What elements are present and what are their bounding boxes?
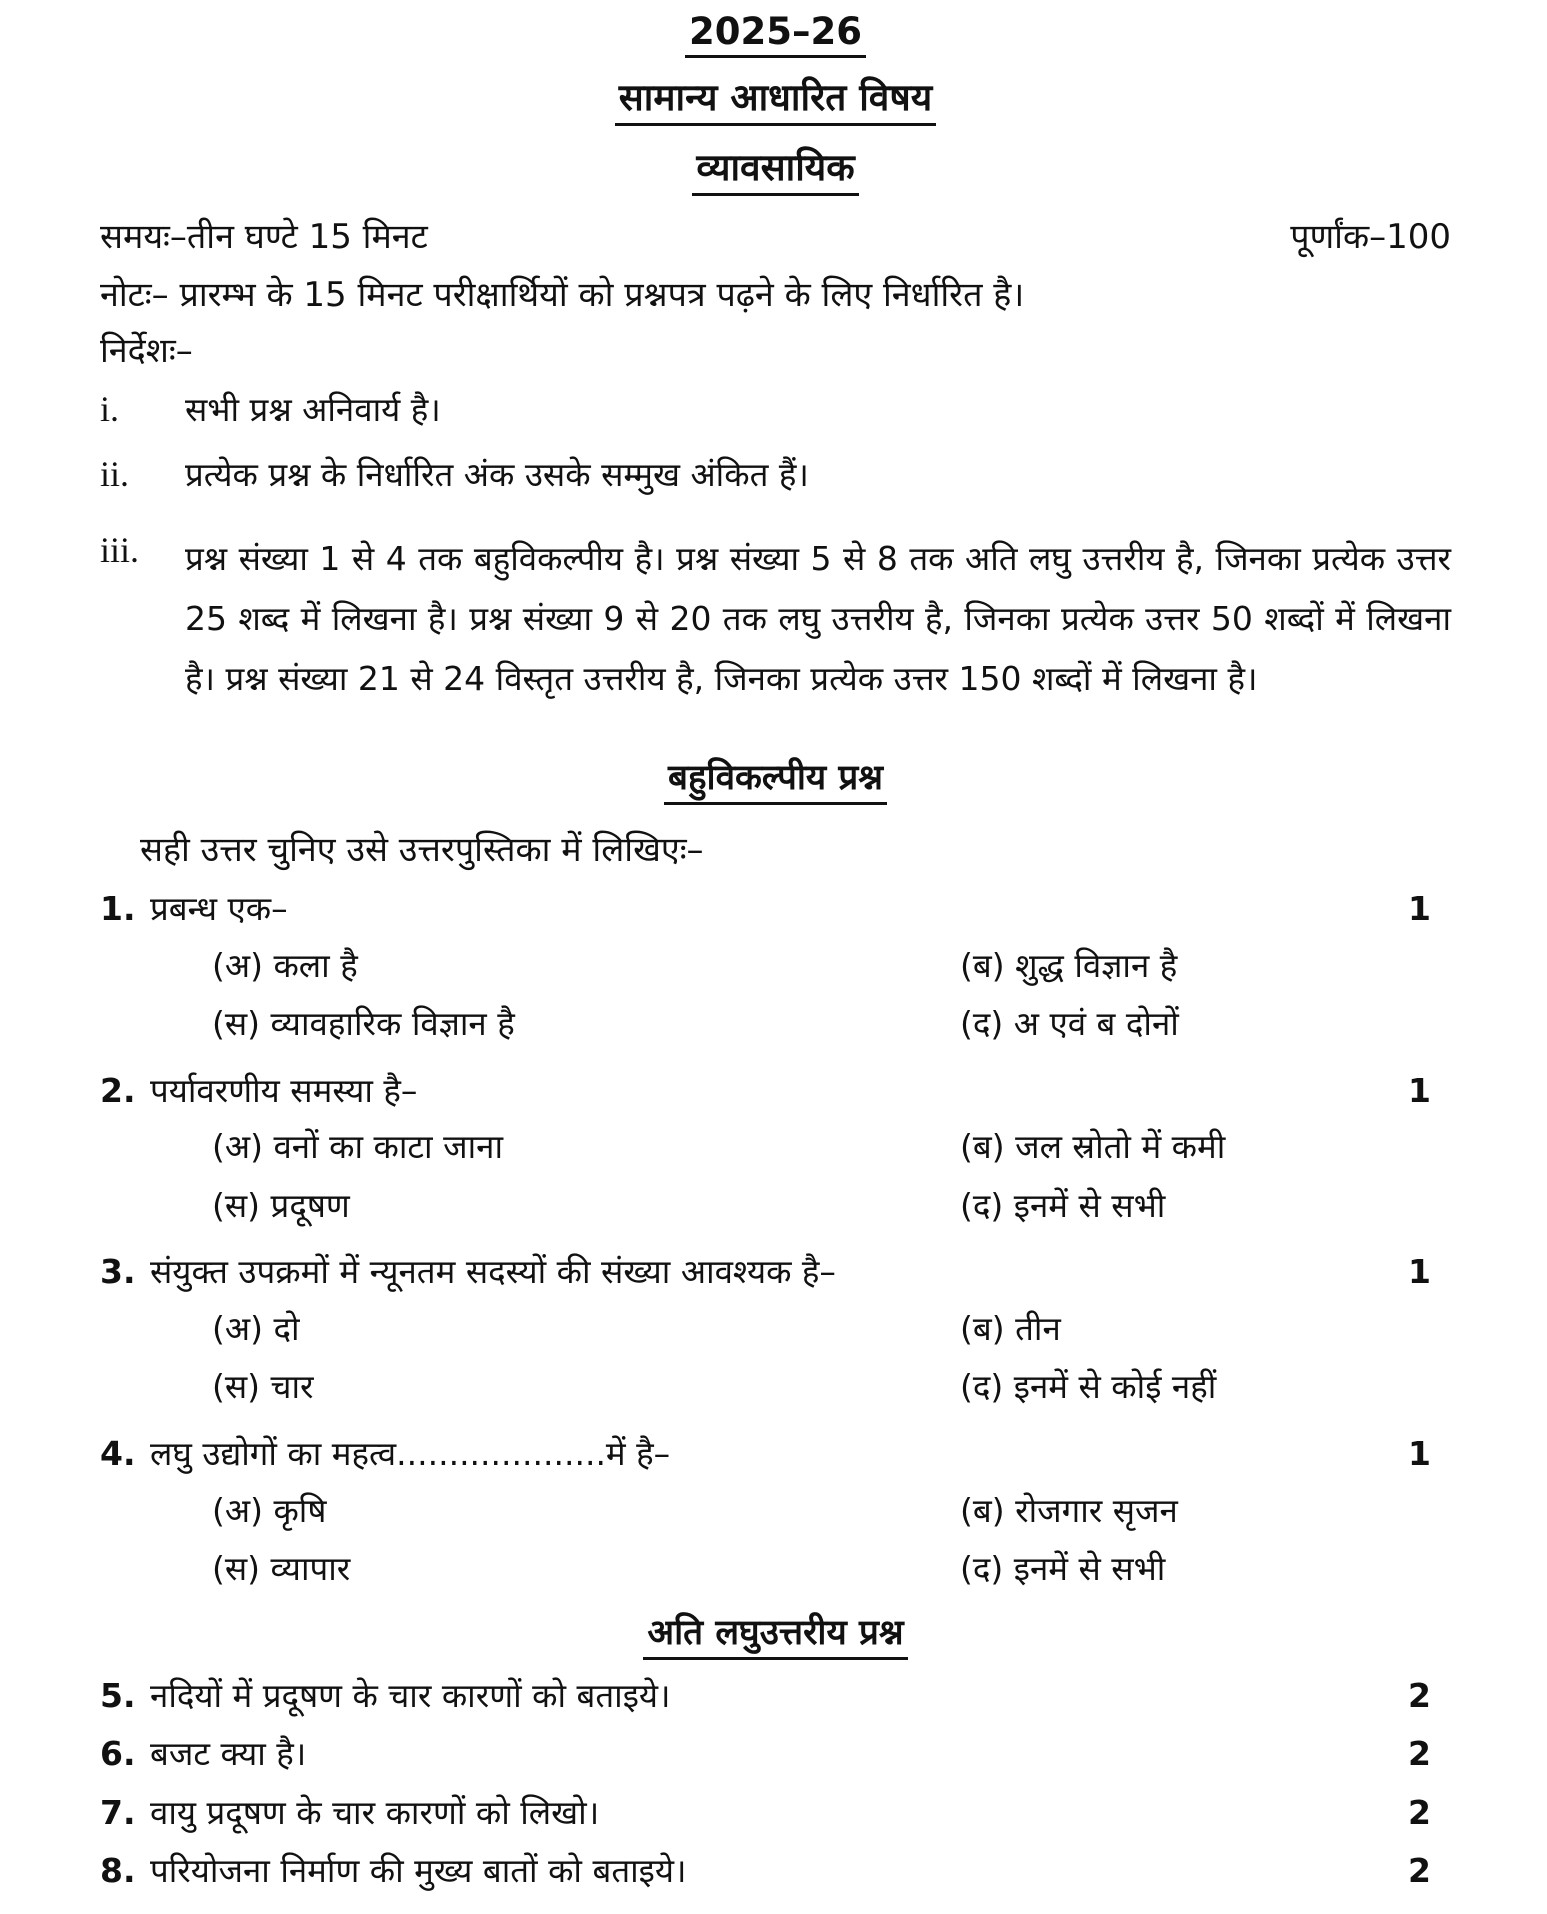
direction-item: [100, 529, 1451, 709]
option-row: [212, 1547, 1451, 1592]
direction-text: प्रत्येक प्रश्न के निर्धारित अंक उसके सम्मुख अंकित हैं।: [185, 454, 809, 494]
option-row: [212, 944, 1451, 989]
direction-item: [100, 388, 1451, 433]
question-row: [100, 1791, 1451, 1836]
option-cell: (स) प्रदूषण: [212, 1185, 350, 1225]
header-subject: [100, 70, 1451, 126]
direction-number: ii.: [100, 453, 130, 494]
note-line: नोटः– प्रारम्भ के 15 मिनट परीक्षार्थियों को प्रश्नपत्र पढ़ने के लिए निर्धारित है।: [100, 275, 1025, 315]
subject-title: सामान्य आधारित विषय: [615, 70, 936, 126]
question-number: 3.: [100, 1252, 136, 1292]
question-number: 5.: [100, 1675, 136, 1715]
option-grid: [212, 944, 1451, 1047]
option-row: [212, 1307, 1451, 1352]
direction-text: सभी प्रश्न अनिवार्य है।: [185, 390, 441, 429]
question-row: [100, 1432, 1451, 1477]
question-number: 1.: [100, 889, 136, 929]
option-cell: (द) इनमें से सभी: [960, 1185, 1166, 1225]
mcq-question-list: [100, 887, 1451, 1592]
question-text: पर्यावरणीय समस्या है–: [150, 1070, 418, 1110]
header-paper: [100, 140, 1451, 196]
question-text: बजट क्या है।: [150, 1734, 307, 1774]
question-number: 8.: [100, 1851, 136, 1891]
question-text: वायु प्रदूषण के चार कारणों को लिखो।: [150, 1792, 600, 1832]
meta-row: [100, 212, 1451, 258]
option-cell: (द) अ एवं ब दोनों: [960, 1004, 1179, 1044]
question-text: लघु उद्योगों का महत्व....................में है–: [150, 1434, 671, 1474]
directions-label: निर्देशः–: [100, 331, 193, 371]
option-cell: (अ) वनों का काटा जाना: [212, 1127, 503, 1167]
question-number: 7.: [100, 1792, 136, 1832]
question-mark: 2: [1408, 1851, 1431, 1891]
short-section: [100, 1608, 1451, 1660]
question-mark: 1: [1408, 1434, 1431, 1474]
max-marks: पूर्णांक–100: [1290, 217, 1451, 257]
option-cell: (अ) कृषि: [212, 1490, 327, 1530]
question-row: [100, 1849, 1451, 1894]
question-text: संयुक्त उपक्रमों में न्यूनतम सदस्यों की संख्या आवश्यक है–: [150, 1252, 836, 1292]
direction-text: प्रश्न संख्या 1 से 4 तक बहुविकल्पीय है। प्रश्न संख्या 5 से 8 तक अति लघु उत्तरीय है, जिनका प्रत्येक उत्तर 25 शब्द में लिखना है। प्रश्न संख्या 9 से 20 तक लघु उत्तरीय है, जिनका प्रत्येक उत्तर 50 शब्दों में लिखना है। प्रश्न संख्या 21 से 24 विस्तृत उत्तरीय है, जिनका प्रत्येक उत्तर 150 शब्दों में लिखना है।: [185, 539, 1451, 699]
option-grid: [212, 1489, 1451, 1592]
directions-list: [100, 388, 1451, 709]
question-number: 2.: [100, 1070, 136, 1110]
question-mark: 2: [1408, 1734, 1431, 1774]
option-cell: (द) इनमें से कोई नहीं: [960, 1367, 1217, 1407]
question-row: [100, 887, 1451, 932]
mcq-section: [100, 753, 1451, 805]
direction-item: [100, 453, 1451, 498]
question-row: [100, 1069, 1451, 1114]
question-number: 4.: [100, 1434, 136, 1474]
option-row: [212, 1489, 1451, 1534]
short-question-list: [100, 1674, 1451, 1894]
question-mark: 2: [1408, 1675, 1431, 1715]
option-row: [212, 1125, 1451, 1170]
question-row: [100, 1732, 1451, 1777]
option-cell: (ब) रोजगार सृजन: [960, 1490, 1178, 1530]
session-year: 2025–26: [685, 10, 866, 58]
option-row: [212, 1184, 1451, 1229]
option-cell: (स) व्यापार: [212, 1549, 351, 1589]
question-row: [100, 1250, 1451, 1295]
mcq-question: [100, 1069, 1451, 1229]
question-row: [100, 1674, 1451, 1719]
paper-title: व्यावसायिक: [692, 140, 858, 196]
mcq-question: [100, 1250, 1451, 1410]
option-row: [212, 1365, 1451, 1410]
question-mark: 2: [1408, 1792, 1431, 1832]
option-cell: (ब) जल स्रोतो में कमी: [960, 1127, 1226, 1167]
option-cell: (ब) शुद्ध विज्ञान है: [960, 945, 1178, 985]
short-section-heading: अति लघुउत्तरीय प्रश्न: [643, 1608, 907, 1660]
question-mark: 1: [1408, 1252, 1431, 1292]
mcq-question: [100, 1432, 1451, 1592]
question-mark: 1: [1408, 889, 1431, 929]
option-cell: (अ) दो: [212, 1308, 300, 1348]
option-row: [212, 1002, 1451, 1047]
question-number: 6.: [100, 1734, 136, 1774]
mcq-intro: सही उत्तर चुनिए उसे उत्तरपुस्तिका में लिखिएः–: [140, 830, 704, 871]
question-mark: 1: [1408, 1070, 1431, 1110]
option-cell: (अ) कला है: [212, 945, 358, 985]
option-cell: (स) व्यावहारिक विज्ञान है: [212, 1004, 515, 1044]
question-text: परियोजना निर्माण की मुख्य बातों को बताइये।: [150, 1851, 687, 1891]
direction-number: i.: [100, 389, 120, 429]
option-grid: [212, 1307, 1451, 1410]
question-text: नदियों में प्रदूषण के चार कारणों को बताइये।: [150, 1675, 671, 1715]
option-cell: (स) चार: [212, 1367, 314, 1407]
header-session: [100, 10, 1451, 58]
time-allowed: समयः–तीन घण्टे 15 मिनट: [100, 217, 428, 257]
question-text: प्रबन्ध एक–: [150, 889, 288, 929]
option-grid: [212, 1125, 1451, 1228]
mcq-question: [100, 887, 1451, 1047]
mcq-section-heading: बहुविकल्पीय प्रश्न: [664, 753, 887, 805]
option-cell: (द) इनमें से सभी: [960, 1549, 1166, 1589]
direction-number: iii.: [100, 530, 140, 571]
option-cell: (ब) तीन: [960, 1308, 1061, 1348]
